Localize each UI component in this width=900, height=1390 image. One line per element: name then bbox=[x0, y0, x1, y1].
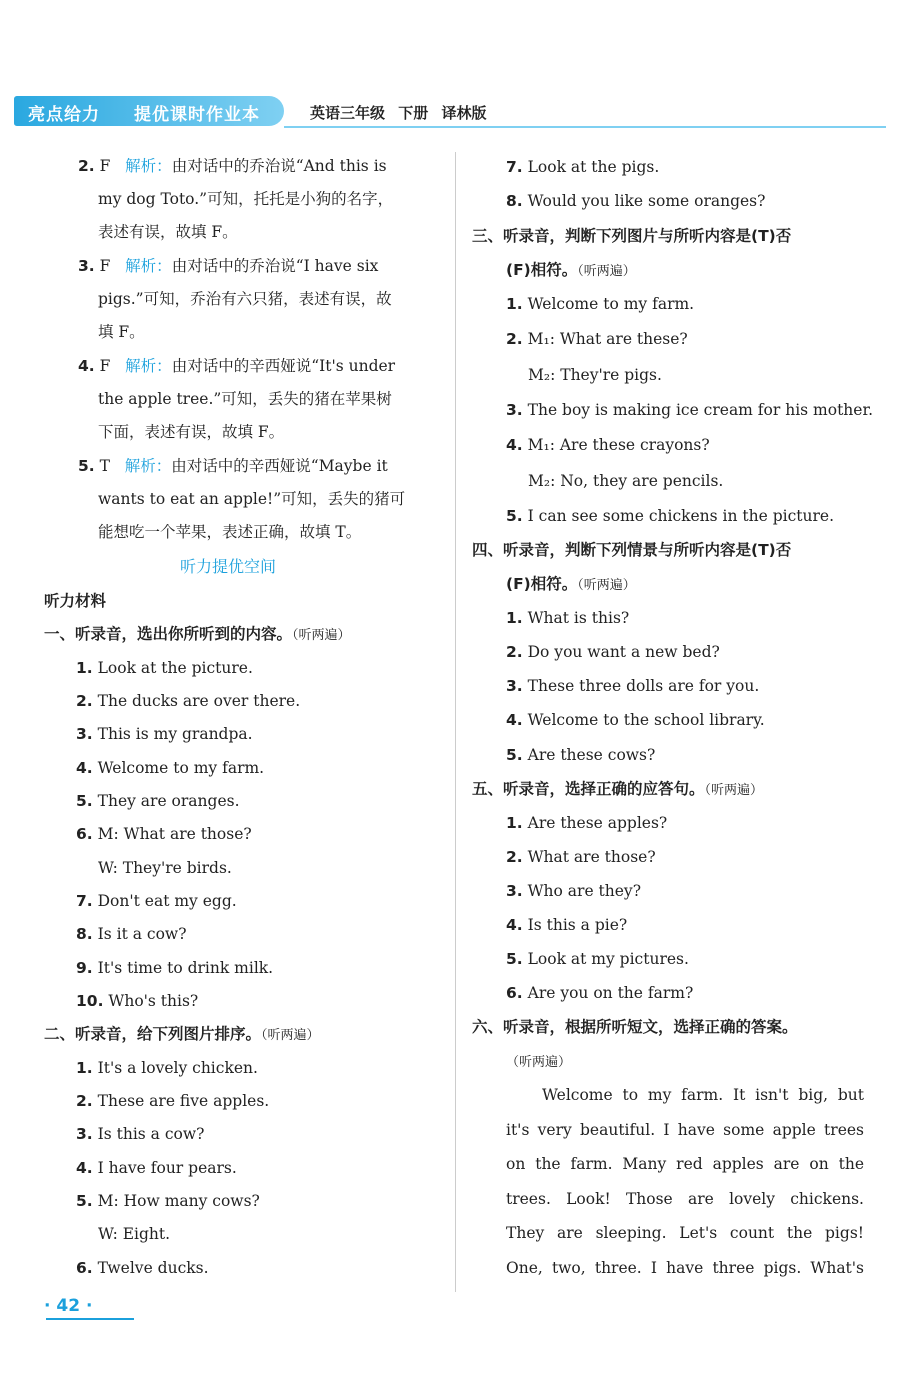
section-heading-cont: (F)相符。（听两遍） bbox=[506, 575, 636, 593]
list-item: 7. Don't eat my egg. bbox=[76, 892, 237, 910]
list-item: M₂: They're pigs. bbox=[528, 366, 662, 384]
section-heading: 四、听录音，判断下列情景与所听内容是(T)否 bbox=[472, 541, 792, 559]
passage-line: Welcome to my farm. It isn't big, but bbox=[542, 1086, 864, 1104]
answer-text: the apple tree.”可知，丢失的猪在苹果树 bbox=[98, 390, 392, 408]
list-item: 2. M₁: What are these? bbox=[506, 330, 688, 348]
list-item: M₂: No, they are pencils. bbox=[528, 472, 724, 490]
list-item: 10. Who's this? bbox=[76, 992, 199, 1010]
list-item: 1. Are these apples? bbox=[506, 814, 668, 832]
list-item: 3. This is my grandpa. bbox=[76, 725, 253, 743]
list-item: 5. They are oranges. bbox=[76, 792, 240, 810]
list-item: 3. Who are they? bbox=[506, 882, 641, 900]
list-item: 7. Look at the pigs. bbox=[506, 158, 660, 176]
list-item: 5. M: How many cows? bbox=[76, 1192, 260, 1210]
section-title: 听力提优空间 bbox=[180, 557, 277, 576]
brand-name: 亮点给力 bbox=[28, 105, 100, 125]
answer-text: pigs.”可知，乔治有六只猪，表述有误，故 bbox=[98, 290, 392, 308]
answer-item: 5. T 解析：由对话中的辛西娅说“Maybe it bbox=[78, 457, 388, 475]
answer-text: 下面，表述有误，故填 F。 bbox=[98, 423, 285, 441]
list-item: 4. M₁: Are these crayons? bbox=[506, 436, 710, 454]
list-item: 4. Welcome to my farm. bbox=[76, 759, 265, 777]
list-item: 3. The boy is making ice cream for his mother. bbox=[506, 401, 874, 419]
list-item: 1. Welcome to my farm. bbox=[506, 295, 695, 313]
passage-line: One, two, three. I have three pigs. What's bbox=[506, 1258, 864, 1277]
answer-item: 2. F 解析：由对话中的乔治说“And this is bbox=[78, 157, 387, 175]
answer-text: 能想吃一个苹果，表述正确，故填 T。 bbox=[98, 523, 362, 541]
section-note: （听两遍） bbox=[506, 1055, 572, 1070]
section-heading: 二、听录音，给下列图片排序。（听两遍） bbox=[44, 1025, 320, 1043]
book-name: 提优课时作业本 bbox=[134, 105, 260, 125]
list-item: 5. Look at my pictures. bbox=[506, 950, 689, 968]
section-heading-cont: (F)相符。（听两遍） bbox=[506, 261, 636, 279]
answer-text: 表述有误，故填 F。 bbox=[98, 223, 238, 241]
list-item: 3. Is this a cow? bbox=[76, 1125, 205, 1143]
list-item: 5. I can see some chickens in the picture. bbox=[506, 507, 835, 525]
passage-line: it's very beautiful. I have some apple trees bbox=[506, 1120, 864, 1139]
answer-item: 3. F 解析：由对话中的乔治说“I have six bbox=[78, 257, 379, 275]
section-heading: 一、听录音，选出你所听到的内容。（听两遍） bbox=[44, 625, 351, 643]
list-item: 1. It's a lovely chicken. bbox=[76, 1059, 258, 1077]
column-divider bbox=[455, 152, 456, 1292]
section-heading: 六、听录音，根据所听短文，选择正确的答案。 bbox=[472, 1018, 798, 1036]
answer-text: wants to eat an apple!”可知，丢失的猪可 bbox=[98, 490, 406, 508]
passage-line: on the farm. Many red apples are on the bbox=[506, 1155, 864, 1173]
list-item: 6. Are you on the farm? bbox=[506, 984, 694, 1002]
page-header bbox=[0, 96, 900, 132]
list-item: 5. Are these cows? bbox=[506, 746, 656, 764]
list-item: 4. Welcome to the school library. bbox=[506, 711, 765, 729]
passage-line: trees. Look! Those are lovely chickens. bbox=[506, 1189, 864, 1208]
header-rule bbox=[284, 126, 886, 128]
list-item: 3. These three dolls are for you. bbox=[506, 677, 760, 695]
list-item: 1. What is this? bbox=[506, 609, 630, 627]
page-number-rule bbox=[46, 1318, 134, 1320]
list-item: 4. I have four pears. bbox=[76, 1159, 237, 1177]
book-subtitle: 英语三年级 下册 译林版 bbox=[310, 104, 487, 122]
list-item: 6. Twelve ducks. bbox=[76, 1259, 209, 1277]
list-item: 2. These are five apples. bbox=[76, 1092, 270, 1110]
list-item: 1. Look at the picture. bbox=[76, 659, 253, 677]
list-item: W: Eight. bbox=[98, 1225, 171, 1243]
list-item: 9. It's time to drink milk. bbox=[76, 959, 274, 977]
section-heading: 五、听录音，选择正确的应答句。（听两遍） bbox=[472, 780, 764, 798]
list-item: 6. M: What are those? bbox=[76, 825, 252, 843]
list-item: 2. Do you want a new bed? bbox=[506, 643, 720, 661]
answer-item: 4. F 解析：由对话中的辛西娅说“It's under bbox=[78, 357, 396, 375]
list-item: 8. Would you like some oranges? bbox=[506, 192, 766, 210]
list-item: 4. Is this a pie? bbox=[506, 916, 628, 934]
list-item: W: They're birds. bbox=[98, 859, 232, 877]
list-item: 8. Is it a cow? bbox=[76, 925, 187, 943]
list-item: 2. The ducks are over there. bbox=[76, 692, 301, 710]
section-heading: 三、听录音，判断下列图片与所听内容是(T)否 bbox=[472, 227, 792, 245]
answer-text: 填 F。 bbox=[98, 323, 145, 341]
passage-line: They are sleeping. Let's count the pigs! bbox=[506, 1224, 864, 1242]
list-item: 2. What are those? bbox=[506, 848, 656, 866]
material-title: 听力材料 bbox=[44, 592, 107, 610]
passage bbox=[506, 1078, 864, 1285]
page-number: · 42 · bbox=[44, 1296, 93, 1316]
answer-text: my dog Toto.”可知，托托是小狗的名字， bbox=[98, 190, 394, 208]
